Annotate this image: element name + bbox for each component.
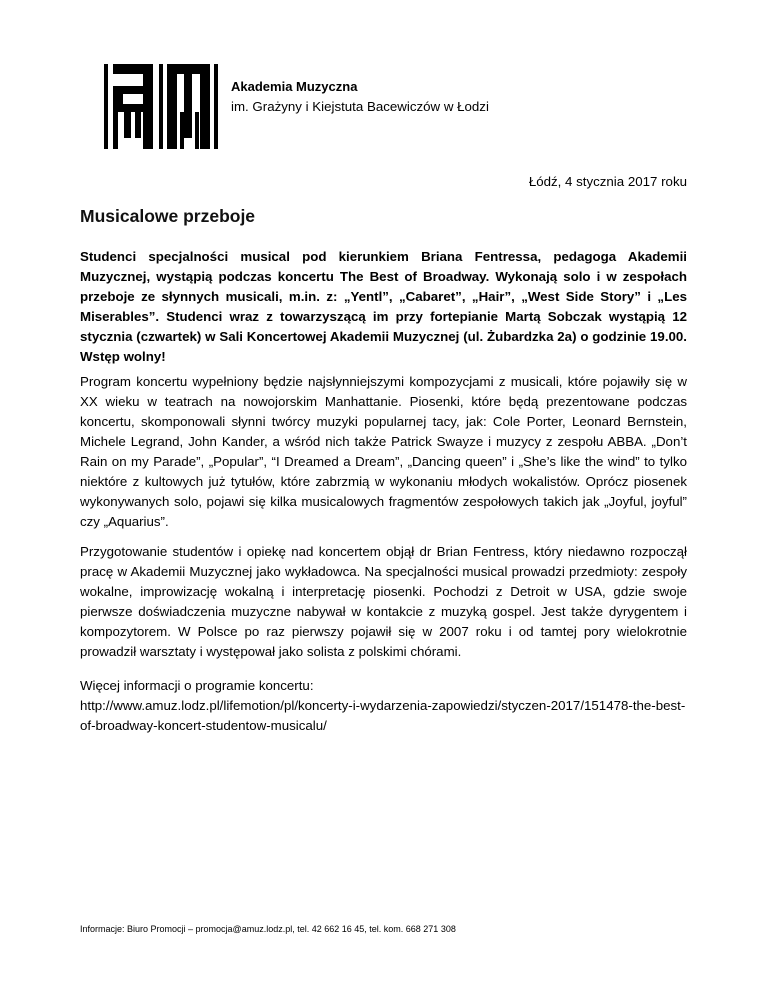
logo-letter-a — [113, 64, 153, 149]
page-title: Musicalowe przeboje — [80, 206, 256, 226]
body-paragraph-fentress: Przygotowanie studentów i opiekę nad koncertem objął dr Brian Fentress, który niedawno rozpoczął pracę w Akademii Muzycznej jako wykładowca. Na specjalności musical prowadzi przedmioty: zespoły wokalne, improwizację wokalną i interpretację piosenki. Pochodzi z Detroit w USA, gdzie swoje pierwsze doświadczenia muzyczne nabywał w kontakcie z muzyką gospel. Jest także dyrygentem i kompozytorem. W Polsce po raz pierwszy pojawił się w 2007 roku i od tamtej pory wielokrotnie prowadził warsztaty i występował jako solista z polskimi chórami. — [80, 544, 687, 659]
lead-paragraph: Studenci specjalności musical pod kierunkiem Briana Fentressa, pedagoga Akademii Muzycznej, wystąpią podczas koncertu The Best of Broadway. Wykonają solo i w zespołach przeboje ze słynnych musicali, m.in. z: „Yentl”, „Cabaret”, „Hair”, „West Side Story” i „Les Miserables”. Studenci wraz z towarzyszącą im przy fortepianie Martą Sobczak wystąpią 12 stycznia (czwartek) w Sali Koncertowej Akademii Muzycznej (ul. Żubardzka 2a) o godzinie 19.00. Wstęp wolny! — [80, 249, 687, 364]
academy-logo — [104, 64, 218, 149]
more-info-label: Więcej informacji o programie koncertu: — [80, 678, 314, 693]
logo-letter-m — [167, 64, 210, 149]
institution-name: Akademia Muzyczna — [231, 79, 358, 94]
body-paragraph-program: Program koncertu wypełniony będzie najsłynniejszymi kompozycjami z musicali, które pojawiły się w XX wieku w teatrach na nowojorskim Manhattanie. Piosenki, które będą prezentowane podczas koncertu, skomponowali słynni twórcy muzyki popularnej tacy, jak: Cole Porter, Leonard Bernstein, Michele Legrand, John Kander, a wśród nich także Patrick Swayze i muzycy z zespołu ABBA. „Don’t Rain on my Parade”, „Popular”, “I Dreamed a Dream”, „Dancing queen” i „She’s like the wind” to tylko niektóre z kultowych już tytułów, które zabrzmią w wykonaniu młodych wokalistów. Oprócz piosenek wykonywanych solo, pojawi się kilka musicalowych fragmentów zespołowych takich jak „Joyful, joyful” czy „Aquarius”. — [80, 374, 687, 529]
more-info-link[interactable]: http://www.amuz.lodz.pl/lifemotion/pl/koncerty-i-wydarzenia-zapowiedzi/styczen-2017/151478-the-best-of-broadway-koncert-studentow-musicalu/ — [80, 698, 686, 733]
institution-subtitle: im. Grażyny i Kiejstuta Bacewiczów w Łodzi — [231, 99, 489, 114]
document-date: Łódź, 4 stycznia 2017 roku — [528, 174, 687, 189]
footer-contact: Informacje: Biuro Promocji – promocja@amuz.lodz.pl, tel. 42 662 16 45, tel. kom. 668 271 308 — [80, 924, 456, 934]
more-info-block — [80, 676, 687, 736]
